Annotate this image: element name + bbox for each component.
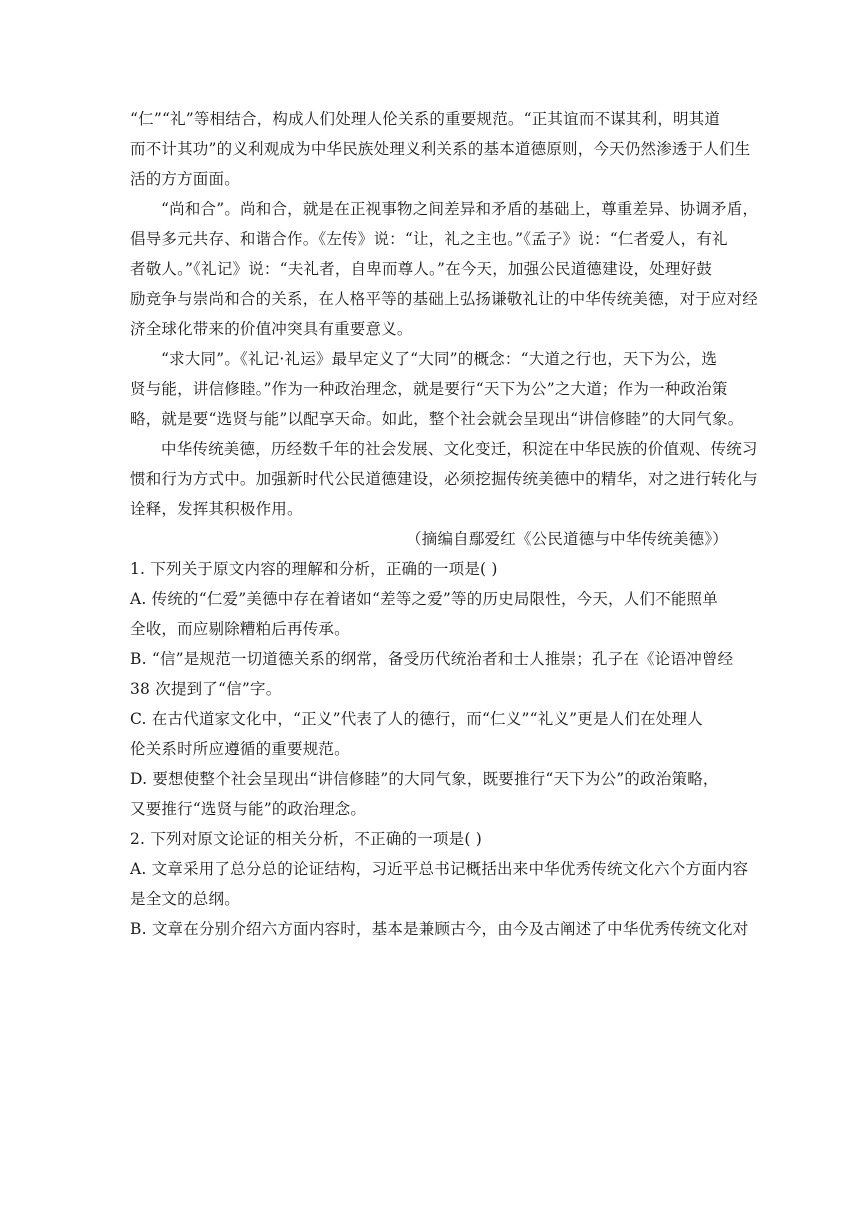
text-line: 倡导多元共存、和谐合作。《左传》说：“让，礼之主也。”《孟子》说：“仁者爱人，有礼 bbox=[130, 230, 728, 248]
text-line: 活的方方面面。 bbox=[130, 170, 240, 188]
text-line: 励竞争与崇尚和合的关系，在人格平等的基础上弘扬谦敬礼让的中华传统美德，对于应对经 bbox=[130, 290, 759, 308]
text-line: 是全文的总纲。 bbox=[130, 890, 240, 908]
text-line: 济全球化带来的价值冲突具有重要意义。 bbox=[130, 320, 413, 338]
question-2-option-b: B. 文章在分别介绍六方面内容时，基本是兼顾古今，由今及古阐述了中华优秀传统文化对 bbox=[130, 920, 749, 938]
text-line: 而不计其功”的义利观成为中华民族处理义利关系的基本道德原则，今天仍然渗透于人们生 bbox=[130, 140, 751, 158]
paragraph-start: “尚和合”。尚和合，就是在正视事物之间差异和矛盾的基础上，尊重差异、协调矛盾， bbox=[161, 200, 759, 218]
text-line: 38 次提到了“信”字。 bbox=[130, 680, 282, 698]
question-1-option-a: A. 传统的“仁爱”美德中存在着诸如“差等之爱”等的历史局限性，今天，人们不能照单 bbox=[130, 590, 718, 608]
text-line: 诠释，发挥其积极作用。 bbox=[130, 500, 303, 518]
text-line: 伦关系时所应遵循的重要规范。 bbox=[130, 740, 350, 758]
question-2-stem: 2. 下列对原文论证的相关分析，不正确的一项是( ) bbox=[130, 830, 482, 848]
paragraph-start: “求大同”。《礼记·礼运》最早定义了“大同”的概念：“大道之行也，天下为公，选 bbox=[161, 350, 718, 368]
text-line: 者敬人。”《礼记》说：“夫礼者，自卑而尊人。”在今天，加强公民道德建设，处理好鼓 bbox=[130, 260, 713, 278]
text-line: 贤与能，讲信修睦。”作为一种政治理念，就是要行“天下为公”之大道；作为一种政治策 bbox=[130, 380, 728, 398]
text-line: 又要推行“选贤与能”的政治理念。 bbox=[130, 800, 367, 818]
question-2-option-a: A. 文章采用了总分总的论证结构，习近平总书记概括出来中华优秀传统文化六个方面内容 bbox=[130, 860, 749, 878]
question-1-option-b: B. “信”是规范一切道德关系的纲常，备受历代统治者和士人推崇；孔子在《论语冲曾经 bbox=[130, 650, 734, 668]
text-line: “仁”“礼”等相结合，构成人们处理人伦关系的重要规范。“正其谊而不谋其利，明其道 bbox=[130, 110, 721, 128]
source-citation: （摘编自鄢爱红《公民道德与中华传统美德》） bbox=[406, 530, 728, 548]
text-line: 略，就是要“选贤与能”以配享天命。如此，整个社会就会呈现出“讲信修睦”的大同气象。 bbox=[130, 410, 744, 428]
paragraph-start: 中华传统美德，历经数千年的社会发展、文化变迁，积淀在中华民族的价值观、传统习 bbox=[161, 440, 758, 458]
question-1-option-c: C. 在古代道家文化中，“正义”代表了人的德行，而“仁义”“礼义”更是人们在处理人 bbox=[130, 710, 703, 728]
question-1-option-d: D. 要想使整个社会呈现出“讲信修睦”的大同气象，既要推行“天下为公”的政治策略， bbox=[130, 770, 719, 788]
document-page bbox=[130, 104, 759, 944]
question-1-stem: 1. 下列关于原文内容的理解和分析，正确的一项是( ) bbox=[130, 560, 498, 578]
text-line: 惯和行为方式中。加强新时代公民道德建设，必须挖掘传统美德中的精华，对之进行转化与 bbox=[130, 470, 759, 488]
text-line: 全收，而应剔除糟粕后再传承。 bbox=[130, 620, 350, 638]
